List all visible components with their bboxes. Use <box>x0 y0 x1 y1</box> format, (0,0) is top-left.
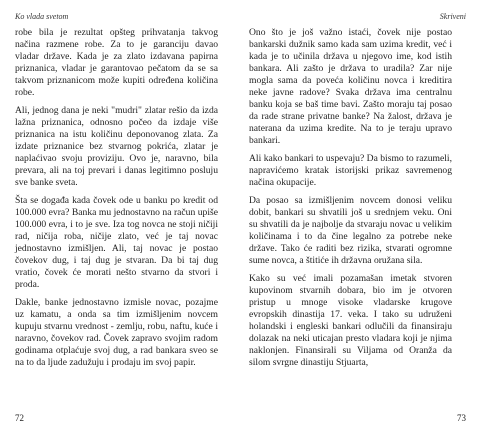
paragraph: Kako su već imali pozamašan imetak stvoren kupovinom stvarnih dobara, bio im je otvoren pristup u mnoge visoke vladarske krugove evropskih dinastija 17. veka. I tako su udruženi holandski i engleski bankari odlučili da finansiraju dolazak na neki uticajan presto vladara koji je njima naklonjen. Finansirali su Viljama od Oranža da silom svrgne dinastiju Stjuarta, <box>249 273 452 368</box>
page-number: 73 <box>457 413 466 423</box>
running-header: Ko vlada svetom <box>15 12 69 21</box>
running-header: Skriveni <box>439 12 466 21</box>
paragraph: Šta se događa kada čovek ode u banku po kredit od 100.000 evra? Banka mu jednostavno na račun upiše 100.000 evra, i to je sve. Iza tog novca ne stoji ničiji rad, ničija roba, ničije zlato, već je taj novac jednostavno izmišljen. Ali, taj novac je postao čovekov dug, i taj dug je stvaran. Da bi taj dug vratio, čovek će morati nešto stvarno da stvori i proda. <box>15 195 218 290</box>
paragraph: Ono što je još važno istaći, čovek nije postao bankarski dužnik samo kada sam uzima kredit, već i kada je to učinila država u njegovo ime, kod istih bankara. Ali zašto je država to uradila? Zar nije mogla sama da poveća količinu novca i kreditira neke javne radove? Svaka država ima centralnu banku koja se baš time bavi. Zašto moraju taj posao da rade strane privatne banke? Na žalost, država je naterana da uzima kredite. Na to je teraju upravo bankari. <box>249 27 452 146</box>
paragraph: robe bila je rezultat opšteg prihvatanja takvog načina razmene robe. Za to je garanciju davao vladar države. Kada je za zlato izdavana papirna priznanica, vladar je garantovao pečatom da se sa takvom priznanicom može kupiti određena količina robe. <box>15 27 218 98</box>
page-number: 72 <box>15 413 24 423</box>
page-body <box>249 27 452 375</box>
page-body <box>15 27 218 375</box>
paragraph: Ali kako bankari to uspevaju? Da bismo to razumeli, napravićemo kratak istorijski prikaz savremenog načina okupacije. <box>249 153 452 188</box>
right-page <box>240 0 480 432</box>
paragraph: Da posao sa izmišljenim novcem donosi veliku dobit, bankari su shvatili još u srednjem veku. Oni su shvatili da je najbolje da stvaraju novac u velikim količinama i to da čine legalno za potrebe neke države. Tako će raditi bez rizika, stvarati ogromne sume novca, a štitiće ih državna oružana sila. <box>249 195 452 266</box>
paragraph: Dakle, banke jednostavno izmisle novac, pozajme uz kamatu, a onda sa tim izmišljenim novcem kupuju stvarnu vrednost - zemlju, robu, naftu, kuće i naravno, čovekov rad. Čovek zapravo svojim radom godinama otplaćuje svoj dug, a rad bankara sveo se na to da ljude zadužuju i prodaju im svoj papir. <box>15 297 218 368</box>
paragraph: Ali, jednog dana je neki "mudri" zlatar rešio da izda lažna priznanica, odnosno počeo da izdaje više priznanica na istu količinu deponovanog zlata. Za izdate priznanice bez stvarnog pokrića, zlatar je naplaćivao svoju proviziju. Ovo je, naravno, bila prevara, ali na toj prevari i danas legitimno posluju sve banke sveta. <box>15 105 218 188</box>
